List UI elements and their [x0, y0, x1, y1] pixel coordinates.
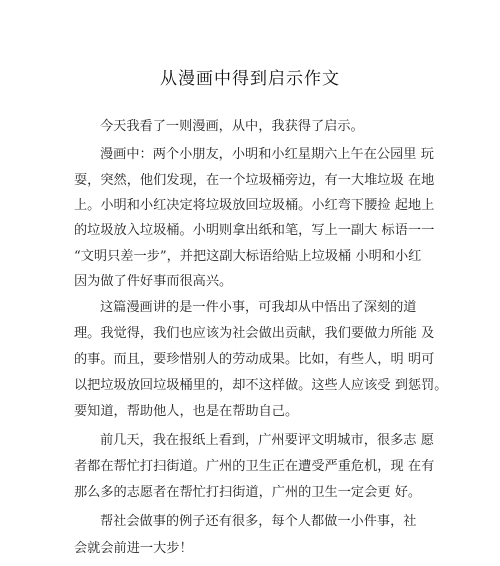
- paragraph-line: 前几天，我在报纸上看到，广州要评文明城市，很多志 愿: [100, 433, 434, 448]
- paragraph-line: 要知道，帮助他人，也是在帮助自己。: [74, 404, 299, 419]
- paragraph-line: 会就会前进一大步！: [74, 541, 193, 556]
- paragraph-line: 漫画中：两个小朋友，小明和小红星期六上午在公园里 玩: [100, 147, 434, 162]
- paragraph-line: 的垃圾放入垃圾桶。小明则拿出纸和笔，写上一副大 标语一一: [74, 223, 435, 238]
- paragraph-line: 理。我觉得，我们也应该为社会做出贡献，我们要做力所能 及: [74, 326, 435, 341]
- paragraph-line: 那么多的志愿者在帮忙打扫街道，广州的卫生一定会更 好。: [74, 485, 422, 500]
- paragraph-line: 耍，突然，他们发现，在一个垃圾桶旁边，有一大堆垃圾 在地: [74, 173, 435, 188]
- paragraph-line: 今天我看了一则漫画，从中，我获得了启示。: [100, 119, 364, 134]
- paragraph-line: 者都在帮忙打扫街道。广州的卫生正在遭受严重危机，现 在有: [74, 459, 435, 474]
- paragraph-line: 这篇漫画讲的是一件小事，可我却从中悟出了深刻的道: [100, 300, 417, 315]
- paragraph-line: 帮社会做事的例子还有很多，每个人都做一小件事，社: [100, 514, 417, 529]
- paragraph-line: 的事。而且，要珍惜别人的劳动成果。比如，有些人，明 明可: [74, 352, 435, 367]
- paragraph-line: 以把垃圾放回垃圾桶里的，却不这样做。这些人应该受 到惩罚。: [74, 378, 448, 393]
- document-title: 从漫画中得到启示作文: [160, 69, 340, 89]
- paragraph-line: 因为做了件好事而很高兴。: [74, 274, 233, 289]
- paragraph-line: “文明只差一步”，并把这副大标语给贴上垃圾桶 小明和小红: [74, 249, 422, 264]
- paragraph-line: 上。小明和小红决定将垃圾放回垃圾桶。小红弯下腰捡 起地上: [74, 198, 435, 213]
